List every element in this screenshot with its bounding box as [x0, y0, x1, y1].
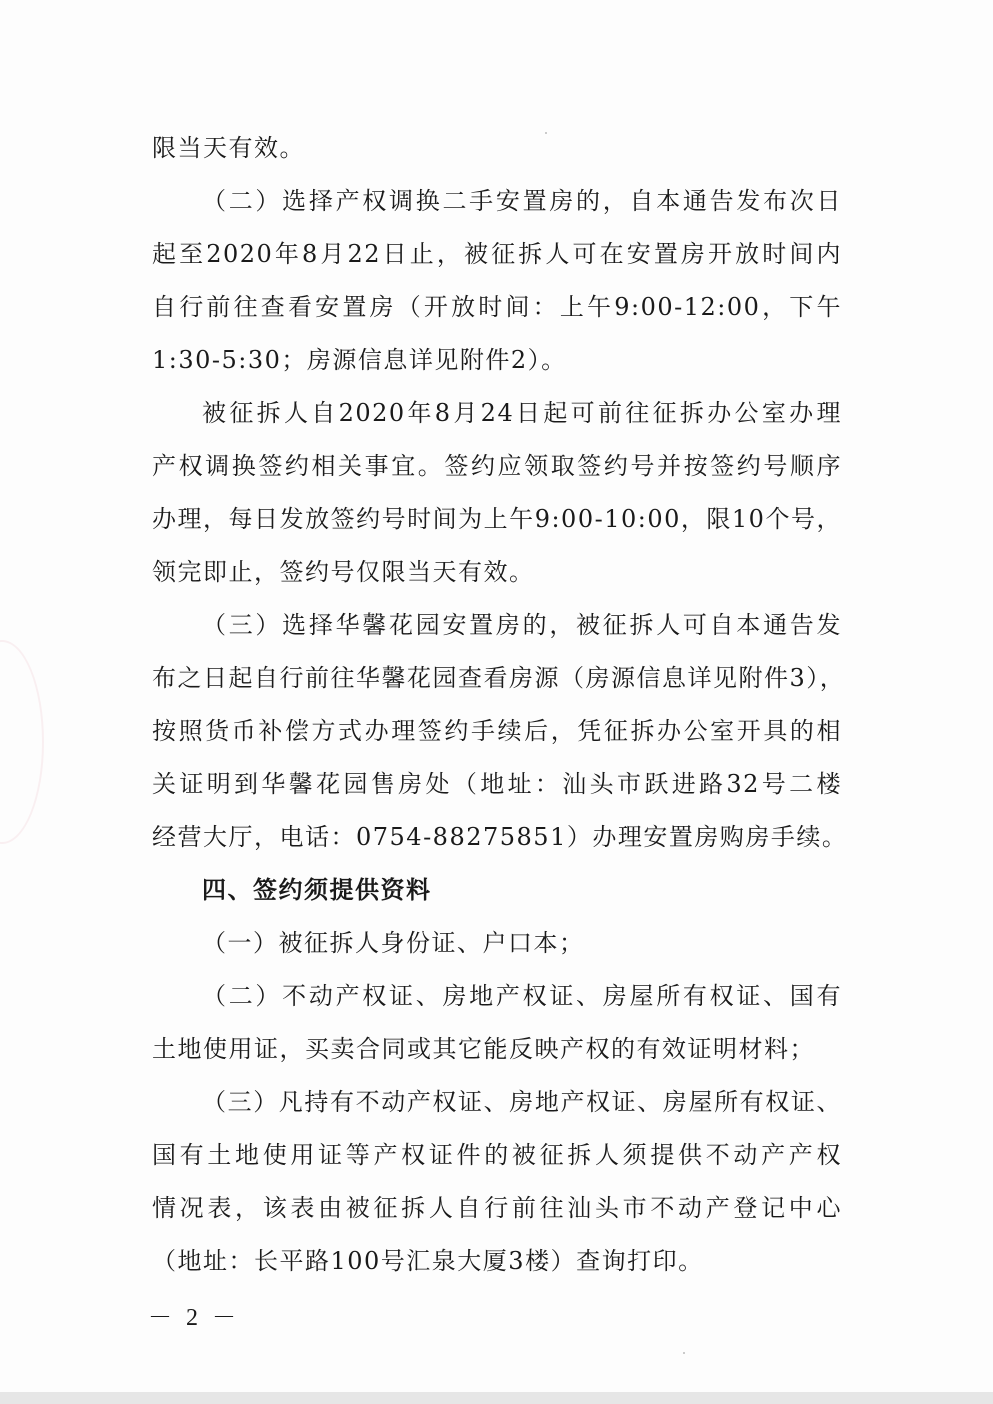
scan-bottom-edge: [0, 1392, 993, 1404]
section-heading: 四、签约须提供资料: [202, 876, 432, 904]
seal-stamp-edge: [0, 640, 44, 844]
paragraph-line: 按照货币补偿方式办理签约手续后，凭征拆办公室开具的相: [152, 717, 842, 745]
paragraph-line: 限当天有效。: [152, 134, 305, 162]
document-body: [152, 122, 848, 1288]
paragraph-line: （二）选择产权调换二手安置房的，自本通告发布次日: [202, 187, 842, 215]
paragraph-line: （三）选择华馨花园安置房的，被征拆人可自本通告发: [202, 611, 842, 639]
paragraph-line: 国有土地使用证等产权证件的被征拆人须提供不动产产权: [152, 1141, 842, 1169]
paragraph-line: 自行前往查看安置房（开放时间：上午9:00-12:00，下午: [152, 293, 842, 321]
paragraph-line: 经营大厅，电话：0754-88275851）办理安置房购房手续。: [152, 823, 848, 851]
paragraph-line: （二）不动产权证、房地产权证、房屋所有权证、国有: [202, 982, 842, 1010]
paragraph-line: 被征拆人自2020年8月24日起可前往征拆办公室办理: [202, 399, 842, 427]
scan-speck: [545, 132, 547, 134]
paragraph-line: 关证明到华馨花园售房处（地址：汕头市跃进路32号二楼: [152, 770, 842, 798]
page-number: － 2 －: [148, 1305, 240, 1331]
paragraph-line: 土地使用证，买卖合同或其它能反映产权的有效证明材料；: [152, 1035, 815, 1063]
paragraph-line: （地址：长平路100号汇泉大厦3楼）查询打印。: [152, 1247, 704, 1275]
paragraph-line: 情况表，该表由被征拆人自行前往汕头市不动产登记中心: [152, 1194, 842, 1222]
paragraph-line: 起至2020年8月22日止，被征拆人可在安置房开放时间内: [152, 240, 842, 268]
paragraph-line: 1:30-5:30；房源信息详见附件2）。: [152, 346, 567, 374]
paragraph-line: 布之日起自行前往华馨花园查看房源（房源信息详见附件3），: [152, 664, 846, 692]
paragraph-line: 领完即止，签约号仅限当天有效。: [152, 558, 535, 586]
paragraph-line: 产权调换签约相关事宜。签约应领取签约号并按签约号顺序: [152, 452, 842, 480]
paragraph-line: （一）被征拆人身份证、户口本；: [202, 929, 585, 957]
paragraph-line: （三）凡持有不动产权证、房地产权证、房屋所有权证、: [202, 1088, 842, 1116]
scan-speck: [683, 1352, 685, 1354]
paragraph-line: 办理，每日发放签约号时间为上午9:00-10:00，限10个号，: [152, 505, 842, 533]
